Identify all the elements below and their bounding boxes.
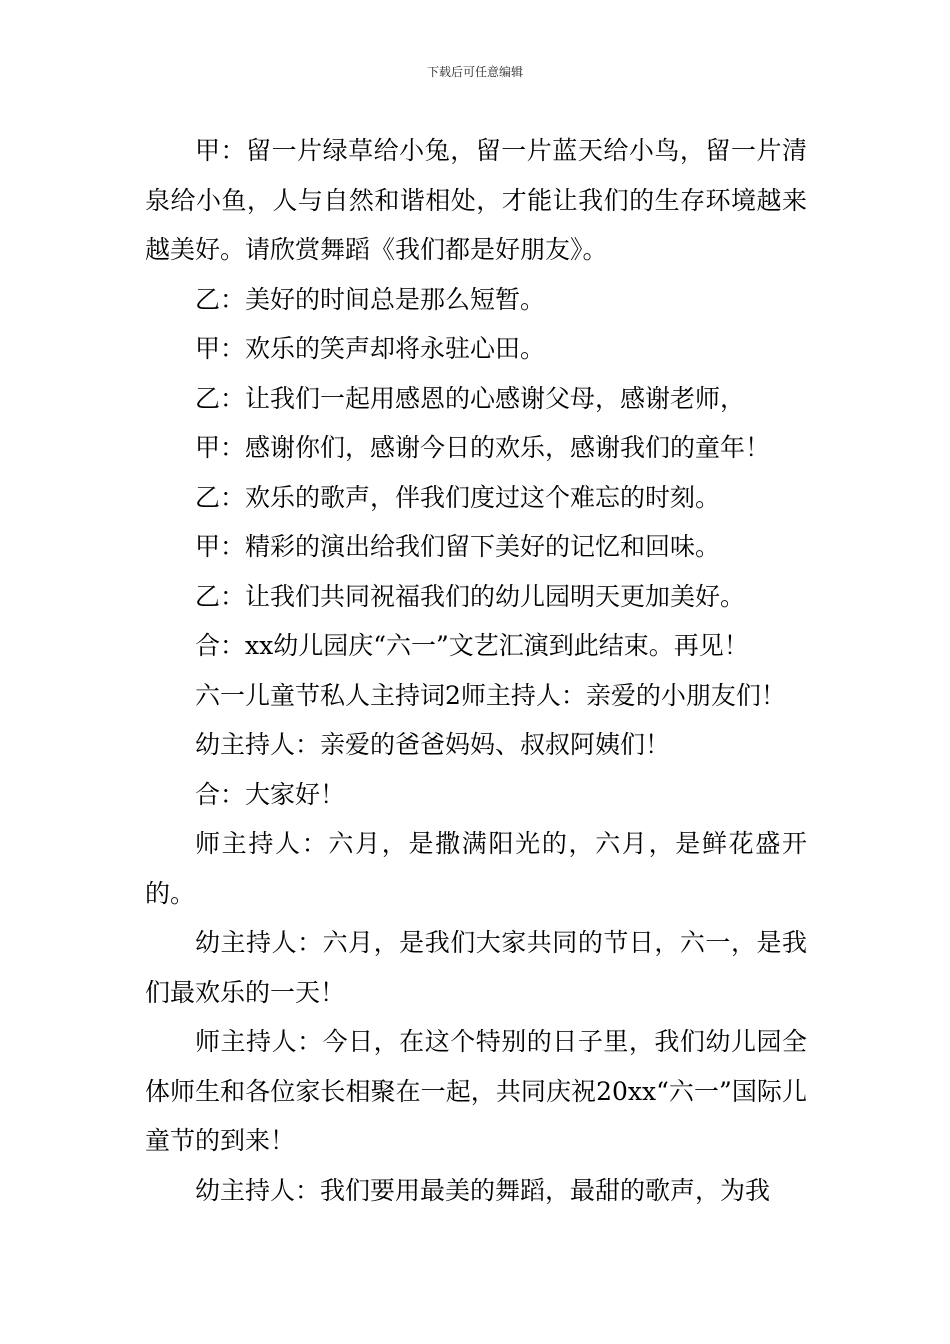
paragraph-2: 乙：美好的时间总是那么短暂。 — [195, 284, 546, 314]
paragraph-1: 甲：留一片绿草给小兔，留一片蓝天给小鸟，留一片清泉给小鱼，人与自然和谐相处，才能让我们的生存环境越来越美好。请欣赏舞蹈《我们都是好朋友》。 — [145, 136, 807, 264]
page-header: 下载后可任意编辑 — [426, 65, 523, 79]
paragraph-16: 幼主持人：我们要用最美的舞蹈，最甜的歌声，为我 — [195, 1175, 771, 1205]
document-body — [145, 126, 807, 1215]
paragraph-4: 乙：让我们一起用感恩的心感谢父母，感谢老师， — [195, 383, 746, 413]
paragraph-15: 师主持人：今日，在这个特别的日子里，我们幼儿园全体师生和各位家长相聚在一起，共同庆祝20xx“六一”国际儿童节的到来！ — [145, 1027, 807, 1155]
paragraph-13: 师主持人：六月，是撒满阳光的，六月，是鲜花盛开的。 — [145, 829, 807, 908]
paragraph-12: 合：大家好！ — [195, 779, 346, 809]
paragraph-8: 乙：让我们共同祝福我们的幼儿园明天更加美好。 — [195, 581, 746, 611]
paragraph-3: 甲：欢乐的笑声却将永驻心田。 — [195, 334, 546, 363]
paragraph-10: 六一儿童节私人主持词2师主持人：亲爱的小朋友们！ — [195, 680, 786, 710]
paragraph-14: 幼主持人：六月，是我们大家共同的节日，六一，是我们最欢乐的一天！ — [145, 928, 807, 1007]
paragraph-6: 乙：欢乐的歌声，伴我们度过这个难忘的时刻。 — [195, 482, 721, 512]
paragraph-11: 幼主持人：亲爱的爸爸妈妈、叔叔阿姨们！ — [195, 730, 671, 759]
paragraph-5: 甲：感谢你们，感谢今日的欢乐，感谢我们的童年！ — [195, 433, 771, 462]
paragraph-7: 甲：精彩的演出给我们留下美好的记忆和回味。 — [195, 532, 721, 561]
paragraph-9: 合：xx幼儿园庆“六一”文艺汇演到此结束。再见！ — [195, 631, 749, 660]
